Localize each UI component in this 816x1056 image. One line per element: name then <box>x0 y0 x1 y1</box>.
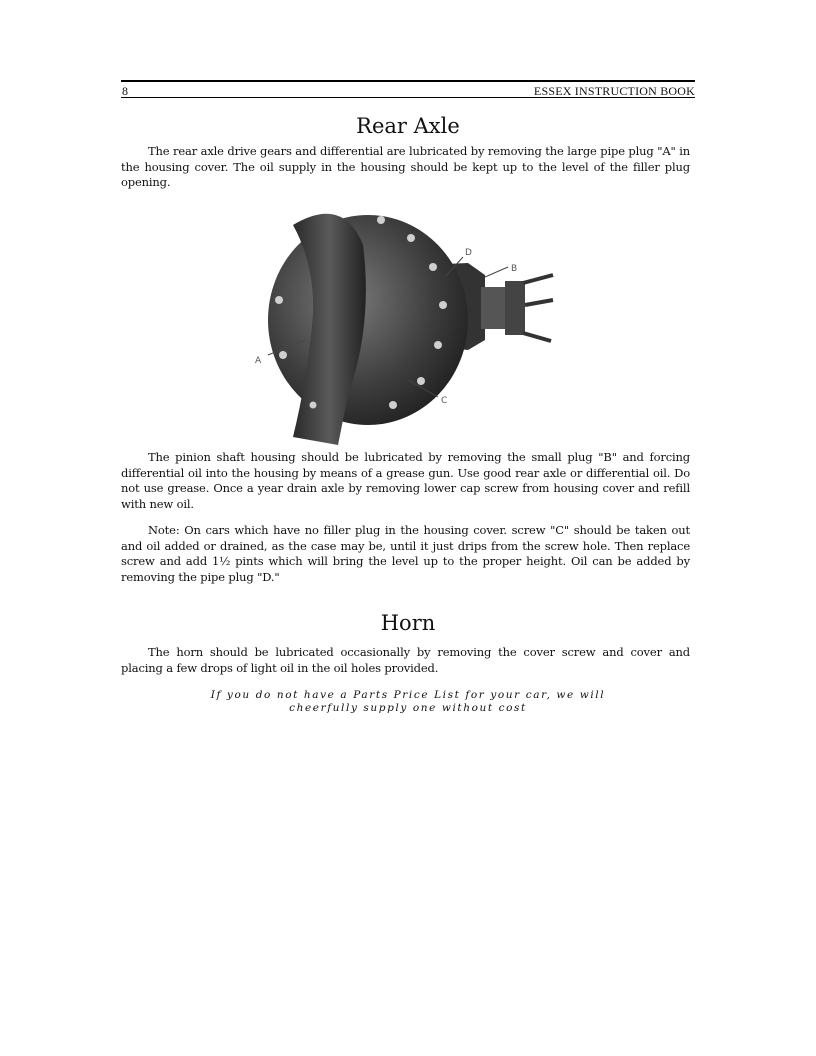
label-d: D <box>465 248 472 258</box>
parts-price-list-note <box>121 689 695 715</box>
rear-axle-paragraph-1: The rear axle drive gears and differential are lubricated by removing the large pipe plug "A" in the housing cover. The oil supply in the housing should be kept up to the level of the filler plug opening. <box>121 144 690 189</box>
page-number: 8 <box>122 84 128 98</box>
rear-axle-paragraph-3: Note: On cars which have no filler plug in the housing cover. screw "C" should be taken out and oil added or drained, as the case may be, until it just drips from the screw hole. Then replace screw and add 1½ pints which will bring the level up to the proper height. Oil can be added by removing the pipe plug "D." <box>121 523 690 584</box>
label-a: A <box>255 356 262 366</box>
section-title-horn: Horn <box>380 611 436 635</box>
label-c: C <box>441 396 448 406</box>
rear-axle-paragraph-2: The pinion shaft housing should be lubricated by removing the small plug "B" and forcing differential oil into the housing by means of a grease gun. Use good rear axle or differential oil. Do not use grease. Once a year drain axle by removing lower cap screw from housing cover and refill with new oil. <box>121 450 690 511</box>
header-bottom-rule <box>121 97 695 98</box>
book-title: ESSEX INSTRUCTION BOOK <box>533 84 695 98</box>
label-b: B <box>511 264 518 274</box>
note-line-2: cheerfully supply one without cost <box>289 702 527 714</box>
note-line-1: If you do not have a Parts Price List for your car, we will <box>210 689 606 701</box>
yoke-arms <box>523 275 553 341</box>
section-title-rear-axle: Rear Axle <box>356 114 460 138</box>
header-top-rule <box>121 80 695 82</box>
universal-joint <box>505 281 525 335</box>
differential-housing <box>268 215 468 425</box>
horn-paragraph: The horn should be lubricated occasionally by removing the cover screw and cover and placing a few drops of light oil in the oil holes provided. <box>121 645 690 675</box>
rear-axle-illustration <box>253 205 563 450</box>
rear-axle-drawing <box>253 205 563 450</box>
